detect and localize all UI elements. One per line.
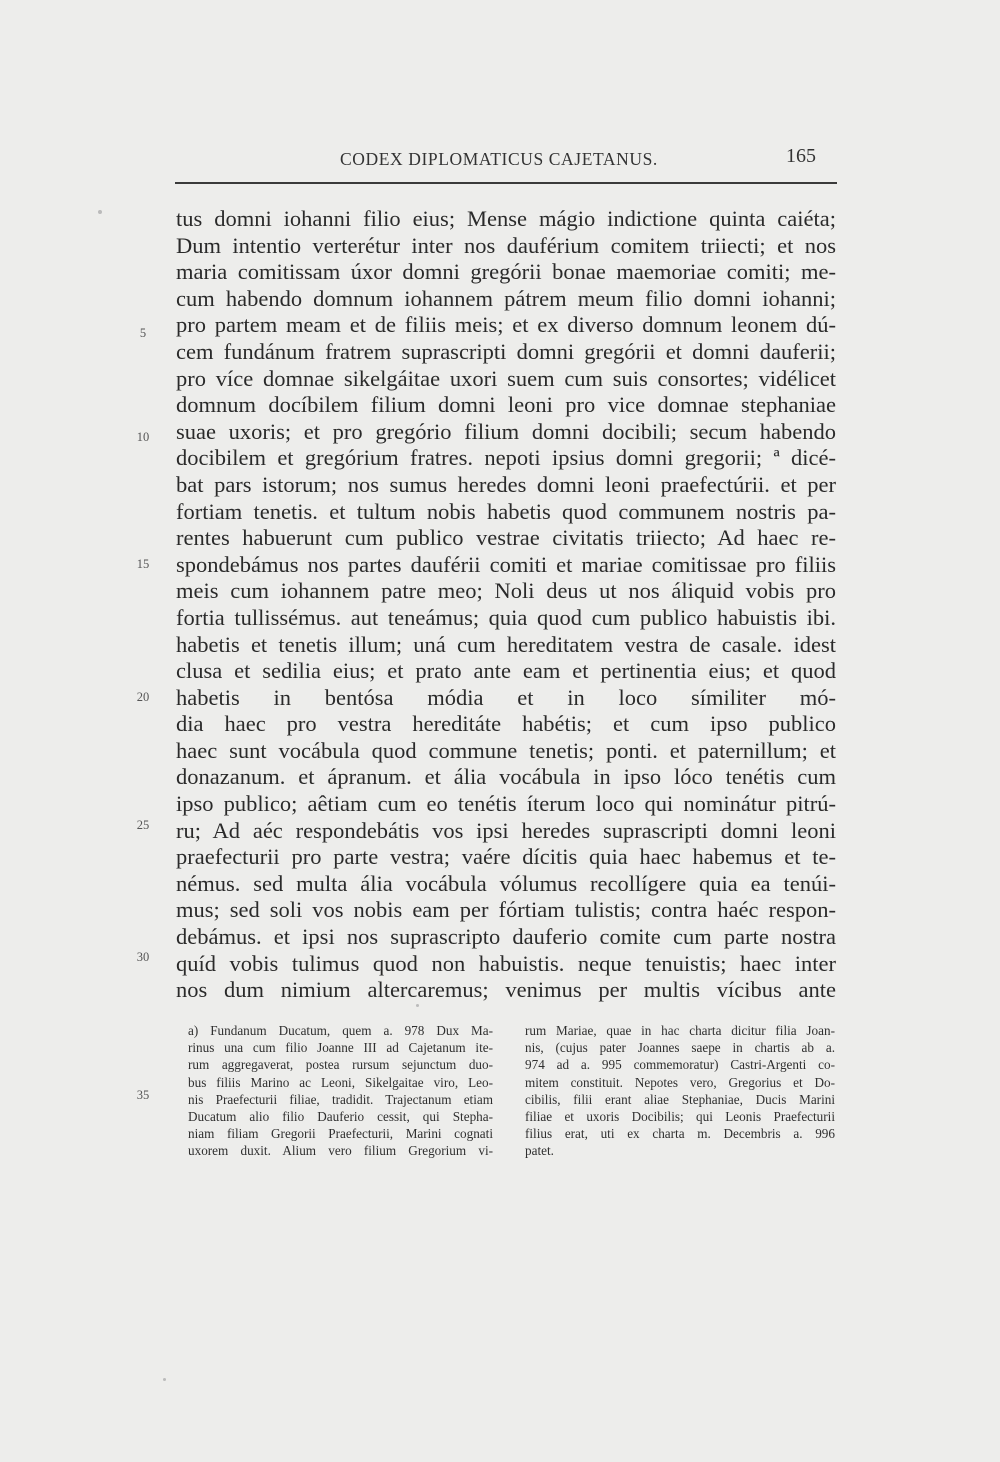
line-number: 25 (136, 818, 150, 832)
text-line: némus. sed multa ália vocábula vólumus recollígere quia ea tenúi- (176, 870, 836, 896)
paper-speck (416, 1004, 419, 1007)
line-number: 30 (136, 950, 150, 964)
line-number: 15 (136, 557, 150, 571)
text-line: quíd vobis tulimus quod non habuistis. neque tenuistis; haec inter (176, 950, 836, 976)
footnote-line: 974 ad a. 995 commemoratur) Castri-Argenti co- (525, 1057, 835, 1073)
text-line: debámus. et ipsi nos suprascripto dauferio comite cum parte nostra (176, 924, 836, 950)
footnote-line: uxorem duxit. Alium vero filium Gregorium vi- (188, 1143, 493, 1159)
text-line: docibilem et gregórium fratres. nepoti ipsius domni gregorii; ª dicé- (176, 445, 836, 471)
footnote-line: nis Praefecturii filiae, tradidit. Trajectanum etiam (188, 1091, 493, 1107)
paper-speck (163, 1378, 166, 1381)
line-number: 10 (136, 430, 150, 444)
footnote-line: mitem constituit. Nepotes vero, Gregorius et Do- (525, 1074, 835, 1090)
footnote-left-column (188, 1022, 493, 1160)
text-line: pro partem meam et de filiis meis; et ex diverso domnum leonem dú- (176, 312, 836, 338)
footnote-line: a) Fundanum Ducatum, quem a. 978 Dux Ma- (188, 1023, 493, 1038)
text-line: praefecturii pro parte vestra; vaére dícitis quia haec habemus et te- (176, 844, 836, 870)
text-line: mus; sed soli vos nobis eam per fórtiam tulistis; contra haéc respon- (176, 897, 836, 923)
text-line: fortiam tenetis. et tultum nobis habetis quod communem nostris pa- (176, 498, 836, 524)
text-line: meis cum iohannem patre meo; Noli deus ut nos áliquid vobis pro (176, 578, 836, 604)
text-line: domnum docíbilem filium domni leoni pro vice domnae stephaniae (176, 392, 836, 418)
text-line: pro více domnae sikelgáitae uxori suem cum suis consortes; vidélicet (176, 365, 836, 391)
text-line: habetis et tenetis illum; uná cum hereditatem vestra de casale. idest (176, 631, 836, 657)
main-text-block (176, 206, 836, 1004)
text-line: ipso publico; aêtiam cum eo tenétis íterum loco qui nominátur pitrú- (176, 791, 836, 817)
text-line: ru; Ad aéc respondebátis vos ipsi heredes suprascripti domni leoni (176, 817, 836, 843)
running-title: CODEX DIPLOMATICUS CAJETANUS. (340, 149, 658, 169)
footnote-line: rum aggregaverat, postea rursum sejunctum duo- (188, 1057, 493, 1073)
line-number: 5 (139, 326, 147, 340)
footnote-line: filiae et uxoris Docibilis; qui Leonis Praefecturii (525, 1108, 835, 1124)
text-line: nos dum nimium altercaremus; venimus per multis vícibus ante (176, 977, 836, 1003)
paper-speck (98, 210, 102, 214)
footnote-line: niam filiam Gregorii Praefecturii, Marini cognati (188, 1126, 493, 1142)
footnote-right-column (525, 1022, 835, 1160)
text-line: spondebámus nos partes dauférii comiti et mariae comitissae pro filiis (176, 551, 836, 577)
footnote-line: patet. (525, 1143, 554, 1159)
text-line: maria comitissam úxor domni gregórii bonae maemoriae comiti; me- (176, 259, 836, 285)
text-line: fortia tullissémus. aut teneámus; quia quod cum publico habuistis ibi. (176, 604, 836, 630)
header-rule (175, 182, 837, 184)
line-number-margin (0, 0, 170, 1462)
text-line: rentes habuerunt cum publico vestrae civitatis triiecto; Ad haec re- (176, 525, 836, 551)
text-line: tus domni iohanni filio eius; Mense mágio indictione quinta caiéta; (176, 206, 836, 231)
footnote-line: nis, (cujus pater Joannes saepe in chartis ab a. (525, 1040, 835, 1056)
text-line: donazanum. et ápranum. et ália vocábula in ipso lóco tenétis cum (176, 764, 836, 790)
text-line: habetis in bentósa módia et in loco símiliter mó- (176, 684, 836, 710)
footnote-line: filius erat, uti ex charta m. Decembris a. 996 (525, 1126, 835, 1142)
footnote-line: rum Mariae, quae in hac charta dicitur filia Joan- (525, 1023, 835, 1038)
text-line: cem fundánum fratrem suprascripti domni gregórii et domni dauferii; (176, 338, 836, 364)
text-line: Dum intentio verterétur inter nos dauférium comitem triiecti; et nos (176, 232, 836, 258)
footnote-line: rinus una cum filio Joanne III ad Cajetanum ite- (188, 1040, 493, 1056)
footnote-line: cibilis, filii erant aliae Stephaniae, Ducis Marini (525, 1091, 835, 1107)
line-number: 20 (136, 690, 150, 704)
footnote-line: bus filiis Marino ac Leoni, Sikelgaitae viro, Leo- (188, 1074, 493, 1090)
text-line: clusa et sedilia eius; et prato ante eam et pertinentia eius; et quod (176, 658, 836, 684)
line-number: 35 (136, 1088, 150, 1102)
text-line: haec sunt vocábula quod commune tenetis; ponti. et paternillum; et (176, 737, 836, 763)
page-number: 165 (786, 145, 816, 167)
text-line: cum habendo domnum iohannem pátrem meum filio domni iohanni; (176, 285, 836, 311)
text-line: bat pars istorum; nos sumus heredes domni leoni praefectúrii. et per (176, 471, 836, 497)
footnote-line: Ducatum alio filio Dauferio cessit, qui Stepha- (188, 1108, 493, 1124)
text-line: dia haec pro vestra hereditáte habétis; et cum ipso publico (176, 711, 836, 737)
text-line: suae uxoris; et pro gregório filium domni docibili; secum habendo (176, 418, 836, 444)
